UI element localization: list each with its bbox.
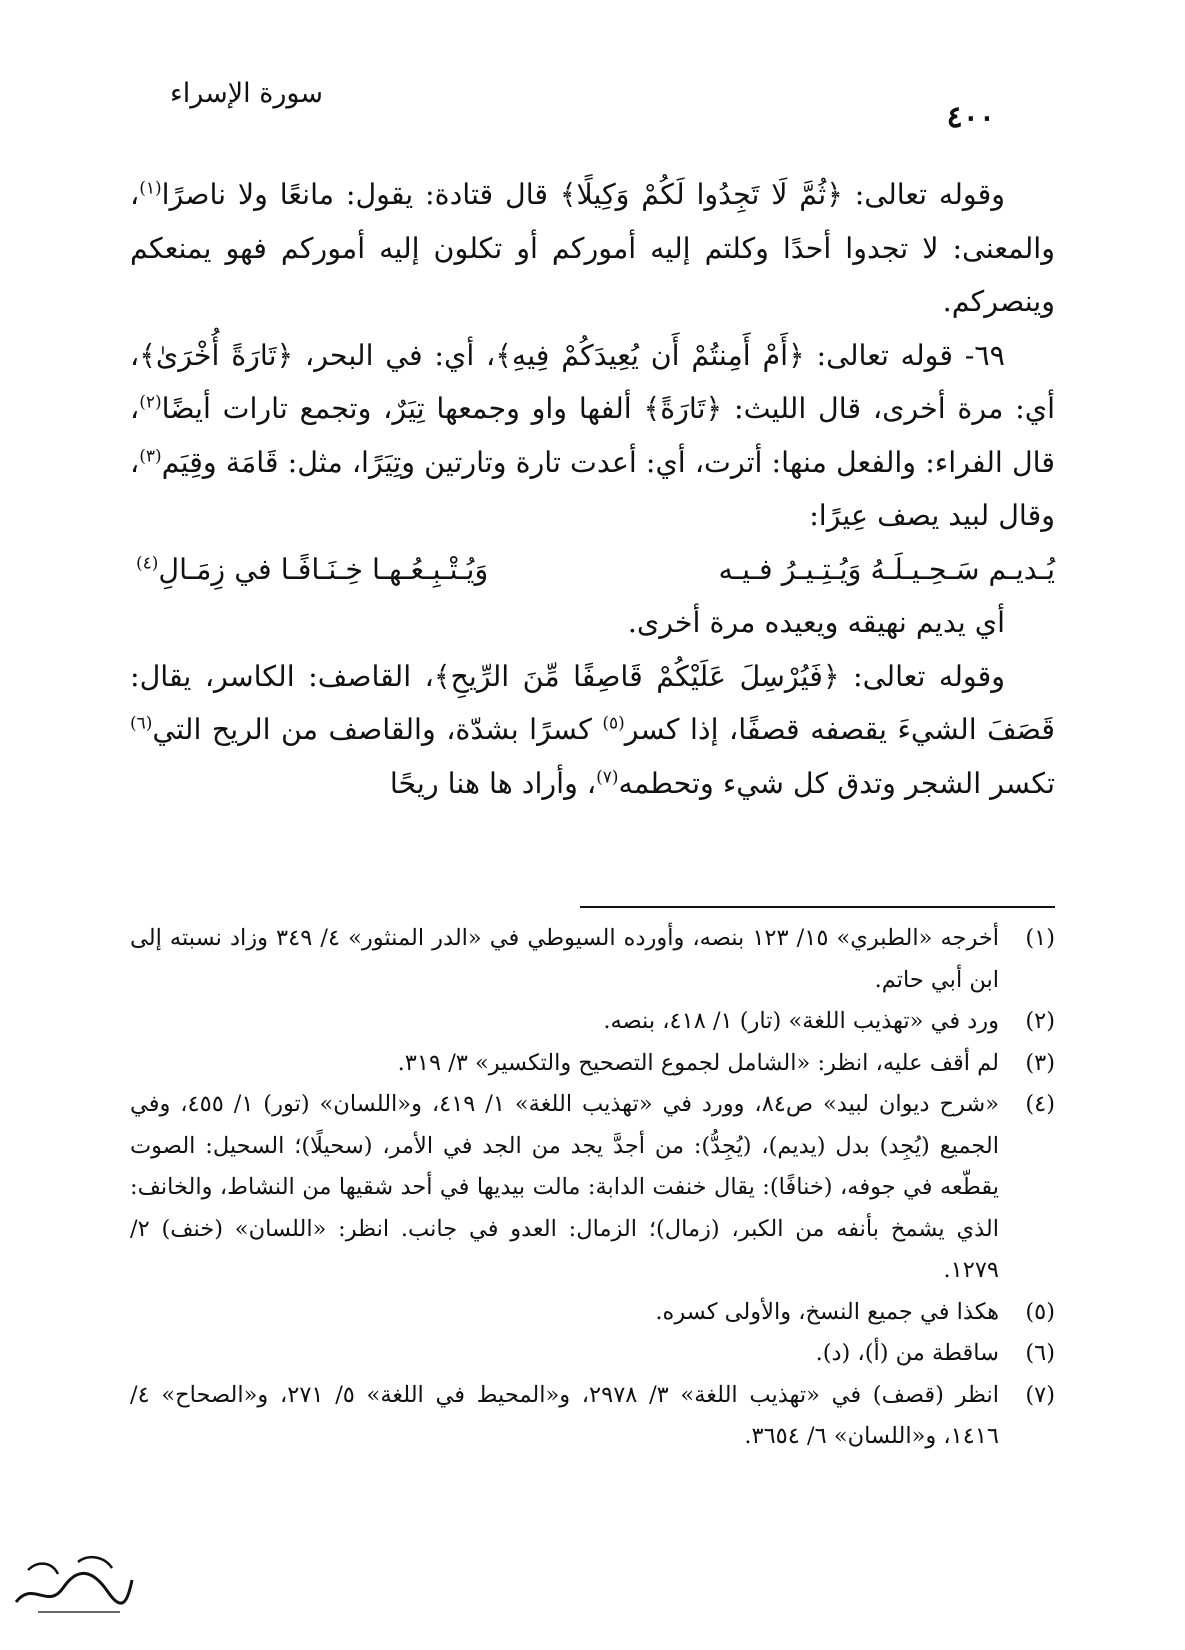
footnote-text: ساقطة من (أ)، (د). bbox=[815, 1340, 999, 1366]
surah-title: سورة الإسراء bbox=[170, 78, 323, 109]
paragraph-1-text: وقوله تعالى: ﴿ثُمَّ لَا تَجِدُوا لَكُمْ وَكِيلًا﴾ قال قتادة: يقول: مانعًا ولا ناصرًا bbox=[161, 178, 1005, 211]
footnote-item bbox=[130, 1084, 1055, 1292]
footnote-text: لم أقف عليه، انظر: «الشامل لجموع التصحيح والتكسير» ٣/ ٣١٩. bbox=[397, 1049, 999, 1076]
verse-second-text: وَيُـتْـبِـعُـهـا خِـنَـافًـا في زِمَـالِ bbox=[158, 552, 489, 586]
footnote-ref-2: (٢) bbox=[139, 392, 162, 413]
footnote-ref-6: (٦) bbox=[130, 713, 153, 734]
verse-first-hemistich: يُـديـم سَـحِـيـلَـهُ وَيُـتِـيـرُ فـيـه bbox=[718, 552, 1055, 586]
footnote-ref-4: (٤) bbox=[136, 553, 159, 573]
footnote-ref-3: (٣) bbox=[139, 446, 162, 466]
footnote-number: (٧) bbox=[1025, 1381, 1055, 1408]
footnote-item bbox=[130, 1043, 1055, 1085]
footnote-item bbox=[130, 1333, 1055, 1375]
poetry-verse bbox=[130, 543, 1055, 597]
paragraph-2-part-b: ، قال الفراء: والفعل منها: أترت، أي: أعدت تارة وتارتين وتِيَرًا، مثل: قَامَة وقِيَم bbox=[130, 392, 1055, 479]
footnote-item bbox=[130, 918, 1055, 1001]
footnote-item bbox=[130, 1001, 1055, 1043]
paragraph-4 bbox=[130, 650, 1055, 811]
paragraph-2-part-c: ، وقال لبيد يصف عِيرًا: bbox=[130, 445, 1055, 532]
paragraph-4-part-a: وقوله تعالى: ﴿فَيُرْسِلَ عَلَيْكُمْ قَاصِفًا مِّنَ الرِّيحِ﴾، القاصف: الكاسر، يقال: قَصَفَ الشيءَ يقصفه قصفًا، إذا كسر bbox=[130, 659, 1056, 746]
paragraph-4-part-d: ، وأراد ها هنا ريحًا bbox=[389, 766, 597, 800]
page-number: ٤٠٠ bbox=[946, 100, 995, 135]
footnote-number: (١) bbox=[1025, 925, 1055, 951]
paragraph-2-part-a: ٦٩- قوله تعالى: ﴿أَمْ أَمِنتُمْ أَن يُعِيدَكُمْ فِيهِ﴾، أي: في البحر، ﴿تَارَةً أُخْرَىٰ﴾، أي: مرة أخرى، قال الليث: ﴿تَارَةً﴾ ألفها واو وجمعها تِيَرٌ، وتجمع تارات أيضًا bbox=[130, 338, 1055, 425]
footnote-divider bbox=[580, 906, 1055, 908]
paragraph-2 bbox=[130, 329, 1055, 543]
publisher-logo bbox=[8, 1540, 138, 1620]
footnote-item bbox=[130, 1292, 1055, 1334]
footnote-number: (٤) bbox=[1025, 1091, 1055, 1117]
paragraph-1 bbox=[130, 168, 1055, 329]
footnote-ref-1: (١) bbox=[139, 178, 162, 199]
footnote-number: (٦) bbox=[1025, 1340, 1055, 1366]
paragraph-4-part-b: كسرًا بشدّة، والقاصف من الريح التي bbox=[152, 713, 603, 746]
footnotes bbox=[130, 918, 1055, 1458]
page-header bbox=[170, 78, 995, 138]
footnote-text: «شرح ديوان لبيد» ص٨٤، وورد في «تهذيب اللغة» ١/ ٤١٩، و«اللسان» (تور) ١/ ٤٥٥، وفي الجميع (يُجِد) بدل (يديم)، (يُجِدُّ): من أجدَّ يجد من الجد في الأمر، (سحيلًا)؛ السحيل: الصوت يقطّعه في جوفه، (خنافًا): يقال خنفت الدابة: مالت بيديها في أحد شقيها من النشاط، والخانف: الذي يشمخ بأنفه من الكبر، (زمال)؛ الزمال: العدو في جانب. انظر: «اللسان» (خنف) ٢/ ١٢٧٩. bbox=[130, 1091, 1000, 1283]
footnote-number: (٢) bbox=[1025, 1008, 1055, 1034]
footnote-text: هكذا في جميع النسخ، والأولى كسره. bbox=[655, 1298, 999, 1325]
footnote-item bbox=[130, 1375, 1055, 1458]
footnote-ref-7: (٧) bbox=[596, 767, 619, 787]
footnote-ref-5: (٥) bbox=[602, 713, 625, 734]
paragraph-3: أي يديم نهيقه ويعيده مرة أخرى. bbox=[627, 606, 1005, 639]
footnote-text: أخرجه «الطبري» ١٥/ ١٢٣ بنصه، وأورده السيوطي في «الدر المنثور» ٤/ ٣٤٩ وزاد نسبته إلى ابن أبي حاتم. bbox=[130, 925, 1000, 993]
verse-second-hemistich bbox=[136, 543, 488, 597]
footnote-text: انظر (قصف) في «تهذيب اللغة» ٣/ ٢٩٧٨، و«المحيط في اللغة» ٥/ ٢٧١، و«الصحاح» ٤/ ١٤١٦، و«اللسان» ٦/ ٣٦٥٤. bbox=[130, 1381, 999, 1449]
footnote-number: (٣) bbox=[1025, 1049, 1055, 1076]
paragraph-1-rest: ، والمعنى: لا تجدوا أحدًا وكلتم إليه أموركم أو تكلون إليه أموركم فهو يمنعكم وينصركم. bbox=[130, 178, 1055, 318]
footnote-number: (٥) bbox=[1025, 1298, 1055, 1325]
paragraph-4-part-c: تكسر الشجر وتدق كل شيء وتحطمه bbox=[618, 766, 1055, 800]
footnote-text: ورد في «تهذيب اللغة» (تار) ١/ ٤١٨، بنصه. bbox=[603, 1008, 999, 1034]
main-text bbox=[130, 168, 1055, 810]
